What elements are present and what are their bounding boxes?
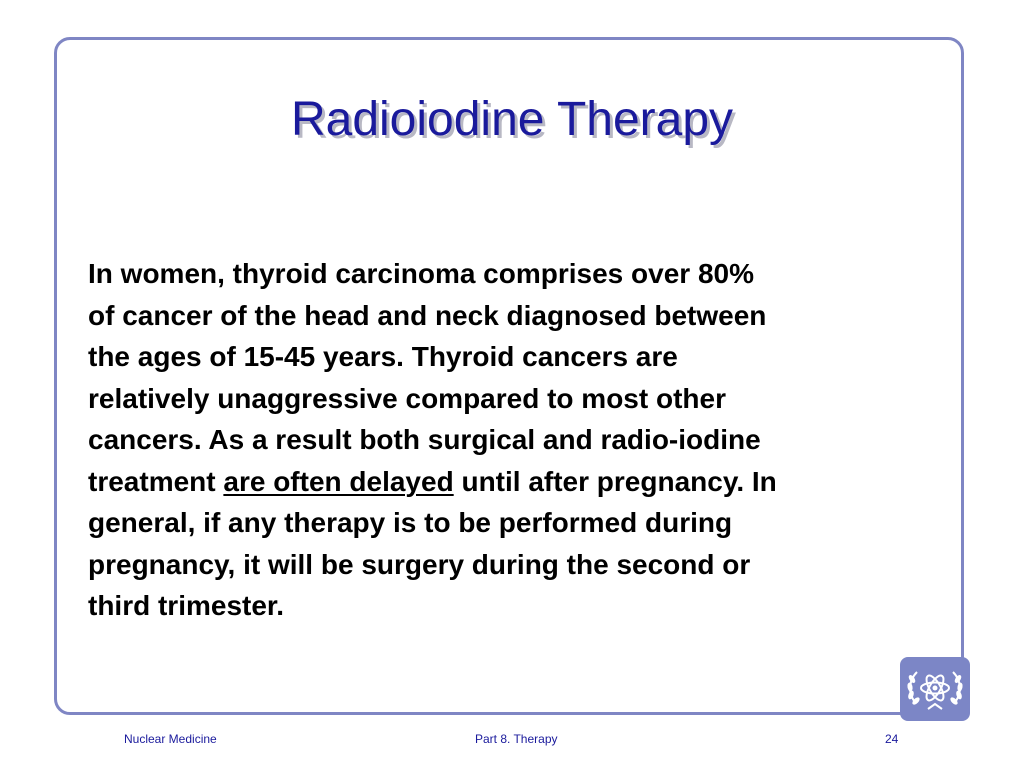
atom-laurel-emblem-icon xyxy=(900,657,970,721)
footer-section-name: Part 8. Therapy xyxy=(475,732,558,746)
body-line: relatively unaggressive compared to most other xyxy=(88,382,726,414)
iaea-logo-icon xyxy=(900,657,970,721)
body-line: pregnancy, it will be surgery during the second or xyxy=(88,548,751,580)
body-line-part: treatment xyxy=(88,465,224,497)
body-line: In women, thyroid carcinoma comprises over 80% xyxy=(88,258,754,289)
body-line: the ages of 15-45 years. Thyroid cancers are xyxy=(88,341,678,372)
body-line-with-emphasis xyxy=(88,461,948,503)
body-line: third trimester. xyxy=(88,590,285,621)
body-line-part: until after pregnancy. In xyxy=(453,465,777,497)
body-line: general, if any therapy is to be performed during xyxy=(88,507,733,538)
body-line: of cancer of the head and neck diagnosed between xyxy=(88,299,767,331)
body-line: cancers. As a result both surgical and radio-iodine xyxy=(88,424,761,455)
footer-page-number: 24 xyxy=(885,732,899,746)
slide-title: Radioiodine Therapy xyxy=(290,93,734,146)
footer-course-name: Nuclear Medicine xyxy=(124,732,217,746)
slide-body-text xyxy=(88,253,948,627)
underlined-emphasis: are often delayed xyxy=(223,465,454,497)
